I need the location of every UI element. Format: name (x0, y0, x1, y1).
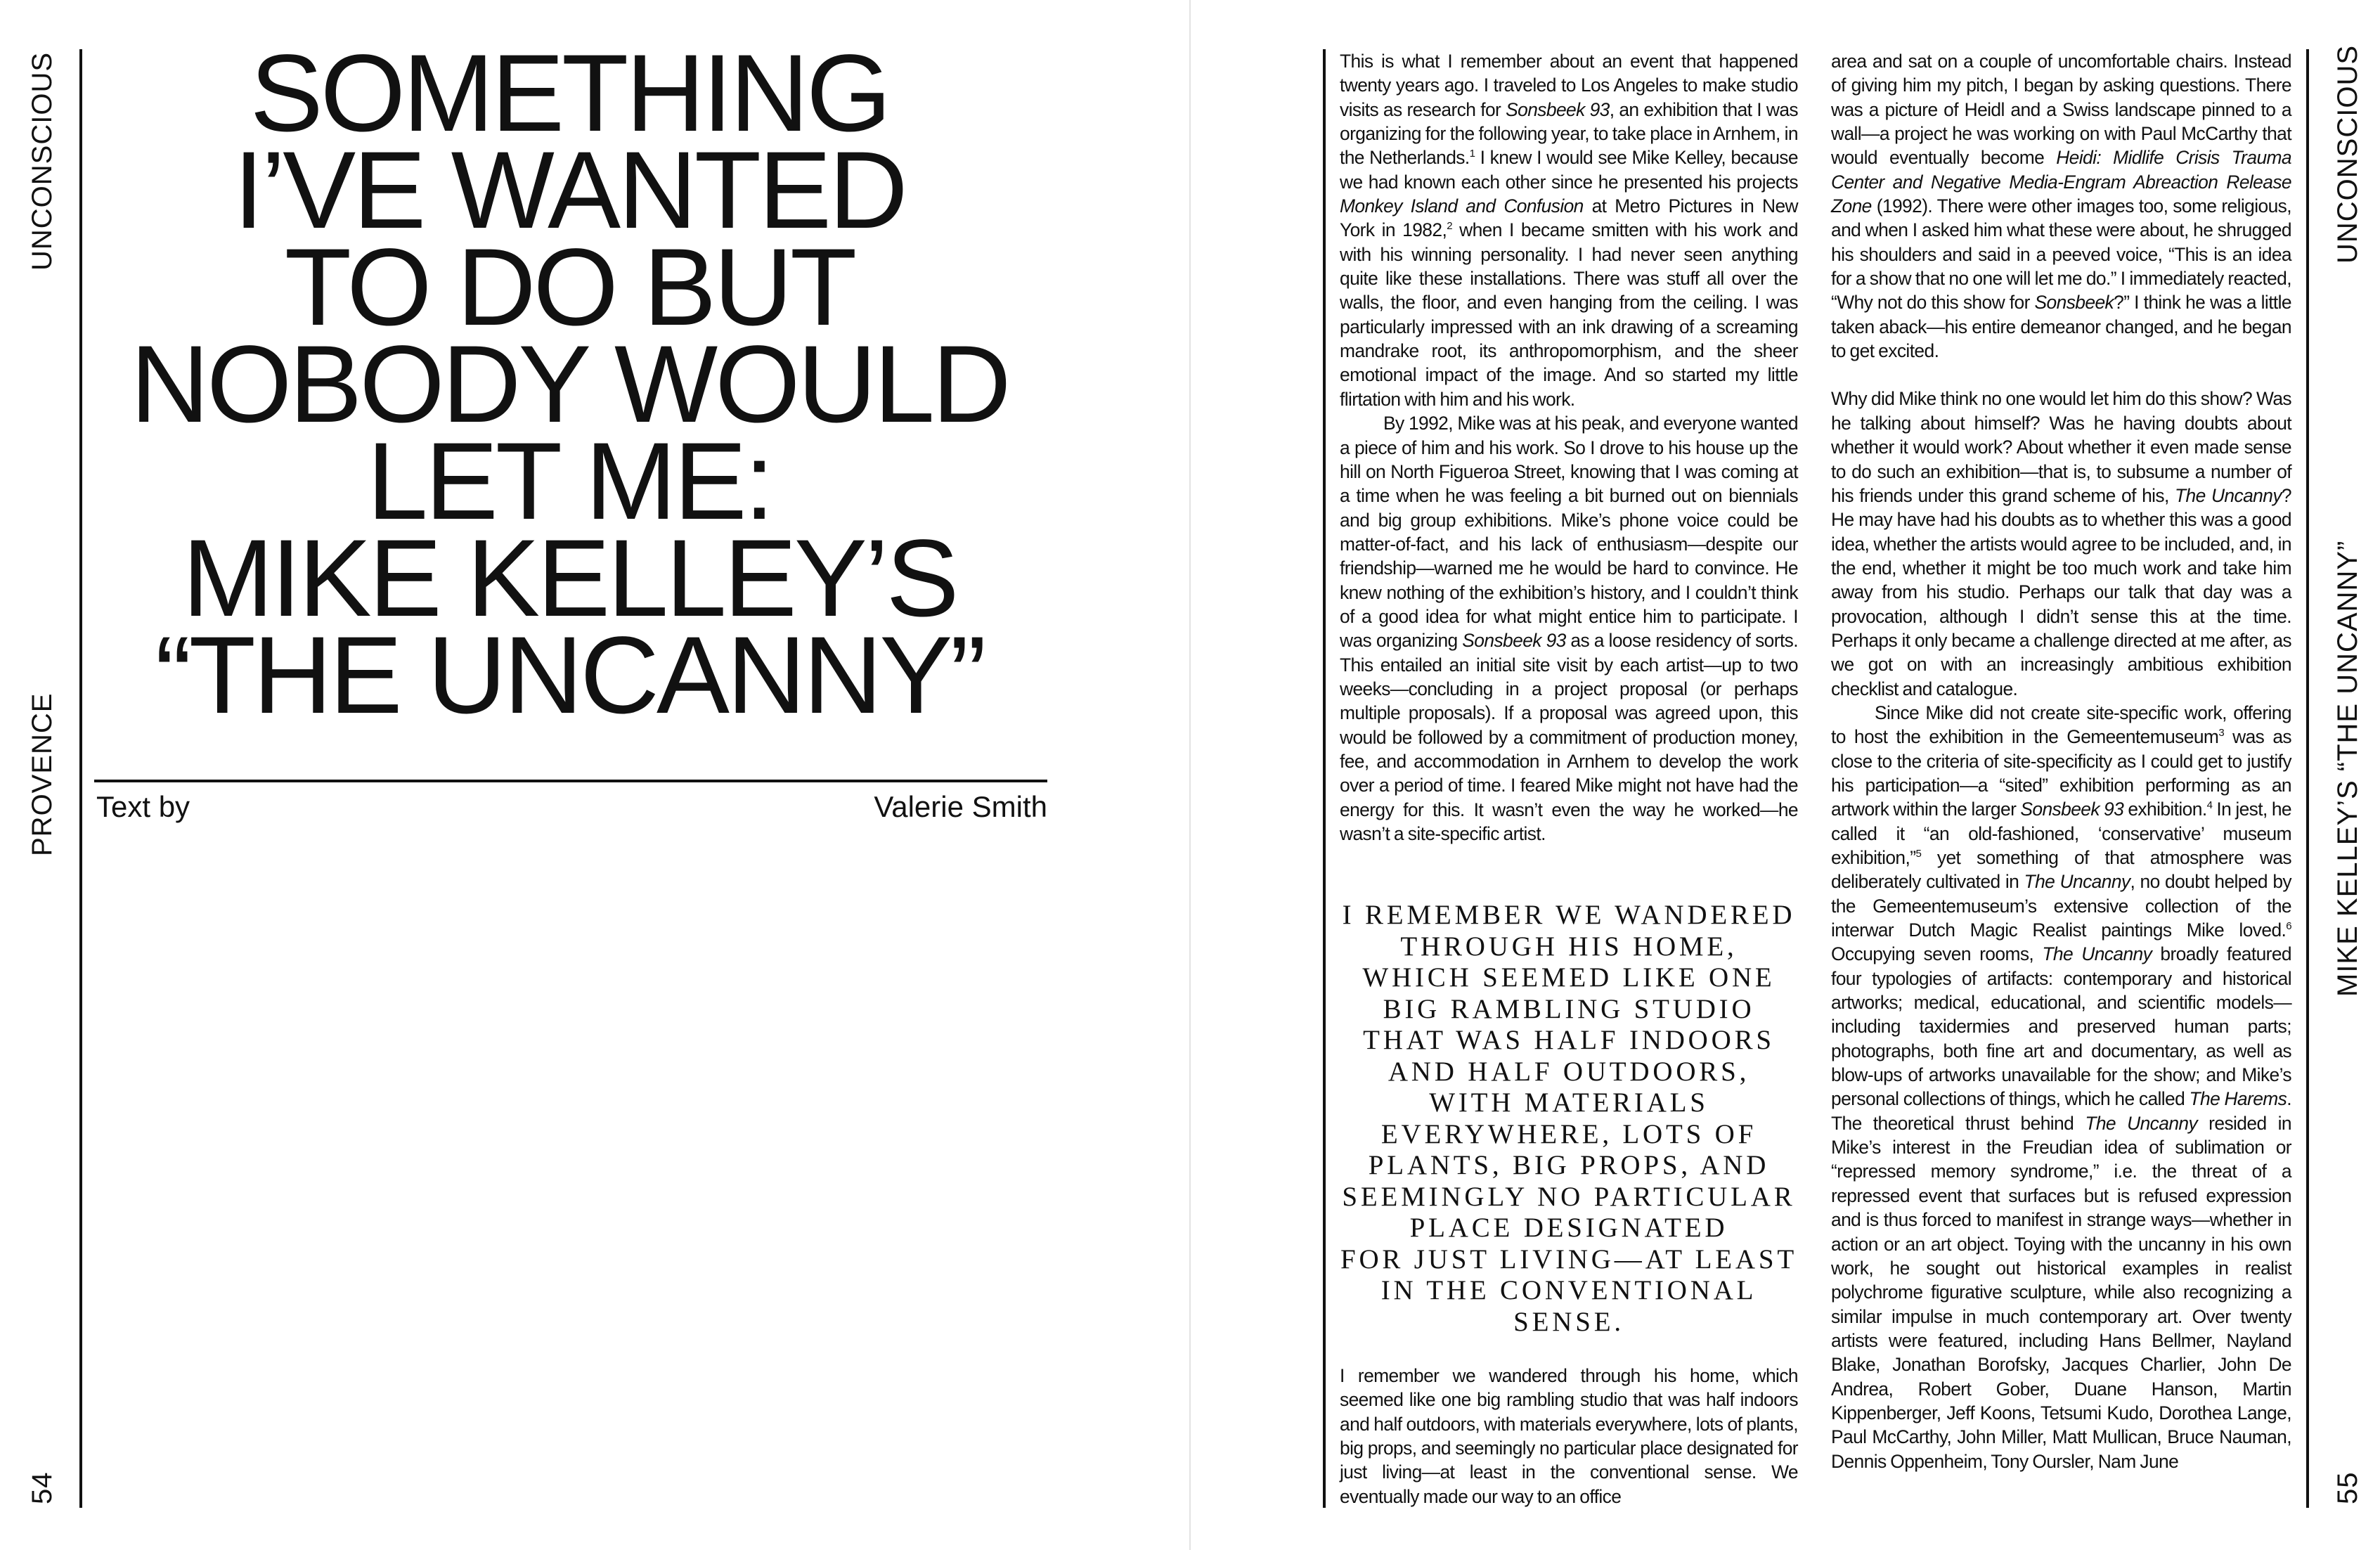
page-number: 54 (27, 1471, 58, 1504)
paragraph: Why did Mike think no one would let him do this show? Was he talking about himself? Was he having doubts about whether it would work? About whether it even made sense to do such an exhibition—that is, to subsume a number of his friends under this grand scheme of his, The Uncanny? He may have had his doubts as to whether this was a good idea, whether the artists would agree to be included, and, in the end, whether it might be too much work and take him away from his studio. Perhaps our talk that day was a provocation, although I didn’t sense this at the time. Perhaps it only became a challenge directed at me after, as we got on with an increasingly ambitious exhibition checklist and catalogue. (1831, 388, 2291, 699)
right-page-left-rule (1323, 49, 1326, 1508)
title-line: I’VE WANTED (233, 129, 905, 252)
right-page-right-rule (2306, 49, 2309, 1508)
title-line: LET ME: (367, 420, 772, 543)
paragraph: By 1992, Mike was at his peak, and everyone wanted a piece of him and his work. So I drove to his house up the hill on North Figueroa Street, knowing that I was coming at a time when he was feeling a bit burned out on biennials and big group exhibitions. Mike’s phone voice could be matter-of-fact, and his lack of enthusiasm—despite our friendship—warned me he would be hard to convince. He knew nothing of the exhibition’s history, and I couldn’t think of a good idea for what might entice him to participate. I was organizing Sonsbeek 93 as a loose residency of sorts. This entailed an initial site visit by each artist—up to two weeks—concluding in a project proposal (or perhaps multiple proposals). If a proposal was agreed upon, this would be followed by a commitment of production money, fee, and accommodation in Arnhem to develop the work over a period of time. I feared Mike might not have had the energy for this. It wasn’t even the way he worked—he wasn’t a site-specific artist. (1340, 413, 1799, 844)
body-column-1-continued (1340, 1364, 1798, 1509)
title-line: MIKE KELLEY’S (182, 517, 957, 640)
title-line: SOMETHING (250, 32, 889, 155)
body-column-2 (1831, 49, 2291, 1473)
byline-label: Text by (96, 790, 190, 823)
body-column-1 (1340, 49, 1798, 846)
title-line: “THE UNCANNY” (155, 614, 984, 737)
title-line: TO DO BUT (284, 226, 855, 349)
section-label-unconscious-right: UNCONSCIOUS (2332, 44, 2363, 264)
running-title-label: MIKE KELLEY’S “THE UNCANNY” (2332, 540, 2363, 997)
byline-author: Valerie Smith (874, 790, 1047, 823)
paragraph: area and sat on a couple of uncomfortable chairs. Instead of giving him my pitch, I began by asking questions. There was a picture of Heidl and a Swiss landscape pinned to a wall—a project he was working on with Paul McCarthy that would eventually become Heidi: Midlife Crisis Trauma Center and Negative Media-Engram Abreaction Release Zone (1992). There were other images too, some religious, and when I asked him what these were about, he shrugged his shoulders and said in a peeved voice, “This is an idea for a show that no one will let me do.” I immediately reacted, “Why not do this show for Sonsbeek?” I think he was a little taken aback—his entire demeanor changed, and he began to get excited. (1831, 51, 2291, 362)
section-label-provence: PROVENCE (27, 692, 58, 856)
section-label-unconscious: UNCONSCIOUS (27, 51, 58, 271)
page-number-right: 55 (2332, 1471, 2363, 1504)
paragraph: This is what I remember about an event that happened twenty years ago. I traveled to Los Angeles to make studio visits as research for Sonsbeek 93, an exhibition that I was organizing for the following year, to take place in Arnhem, in the Netherlands.$^1$ I knew I would see Mike Kelley, because we had known each other since he presented his projects Monkey Island and Confusion at Metro Pictures in New York in 1982,$^2$ when I became smitten with his work and with his winning personality. I had never seen anything quite like these installations. There was stuff all over the walls, the floor, and even hanging from the ceiling. I was particularly impressed with an ink drawing of a screaming mandrake root, its anthropomorphism, and the sheer emotional impact of the image. And so started my little flirtation with him and his work. (1340, 51, 1798, 410)
spine-gutter (1189, 0, 1191, 1550)
paragraph: I remember we wandered through his home, which seemed like one big rambling studio that was half indoors and half outdoors, with materials everywhere, lots of plants, big props, and seemingly no particular place designated for just living—at least in the conventional sense. We eventually made our way to an office (1340, 1365, 1798, 1507)
left-vertical-rule (79, 49, 82, 1508)
pull-quote: I REMEMBER WE WANDERED THROUGH HIS HOME, WHICH SEEMED LIKE ONE BIG RAMBLING STUDIO THAT WAS HALF INDOORS AND HALF OUTDOORS, WITH MATERIALS EVERYWHERE, LOTS OF PLANTS, BIG PROPS, AND SEEMINGLY NO PARTICULAR PLACE DESIGNATED FOR JUST LIVING—AT LEAST IN THE CONVENTIONAL SENSE. (1340, 900, 1798, 1337)
byline-divider (94, 780, 1047, 782)
title-line: NOBODY WOULD (130, 323, 1009, 446)
paragraph: Since Mike did not create site-specific work, offering to host the exhibition in the Gemeentemuseum$^3$ was as close to the criteria of site-specificity as I could get to justify his participation—a “sited” exhibition performing as an artwork within the larger Sonsbeek 93 exhibition.$^4$ In jest, he called it “an old-fashioned, ‘conservative’ museum exhibition,”$^5$ yet something of that atmosphere was deliberately cultivated in The Uncanny, no doubt helped by the Gemeentemuseum’s extensive collection of the interwar Dutch Magic Realist paintings Mike loved.$^6$ Occupying seven rooms, The Uncanny broadly featured four typologies of artifacts: contemporary and historical artworks; medical, educational, and scientific models—including taxidermies and preserved human parts; photographs, both fine art and documentary, as well as blow-ups of artworks unavailable for the show; and Mike’s personal collections of things, which he called The Harems. The theoretical thrust behind The Uncanny resided in Mike’s interest in the Freudian idea of sublimation or “repressed memory syndrome,” i.e. the threat of a repressed event that surfaces but is refused expression and is thus forced to manifest in strange ways—whether in action or an art object. Toying with the uncanny in his own work, he sought out historical examples in realist polychrome figurative sculpture, while also recognizing a similar impulse in much contemporary art. Over twenty artists were featured, including Hans Bellmer, Nayland Blake, Jonathan Borofsky, Jacques Charlier, John De Andrea, Robert Gober, Duane Hanson, Martin Kippenberger, Jeff Koons, Tetsumi Kudo, Dorothea Lange, Paul McCarthy, John Miller, Matt Mullican, Bruce Nauman, Dennis Oppenheim, Tony Oursler, Nam June (1831, 702, 2291, 1472)
article-title (91, 32, 1047, 737)
